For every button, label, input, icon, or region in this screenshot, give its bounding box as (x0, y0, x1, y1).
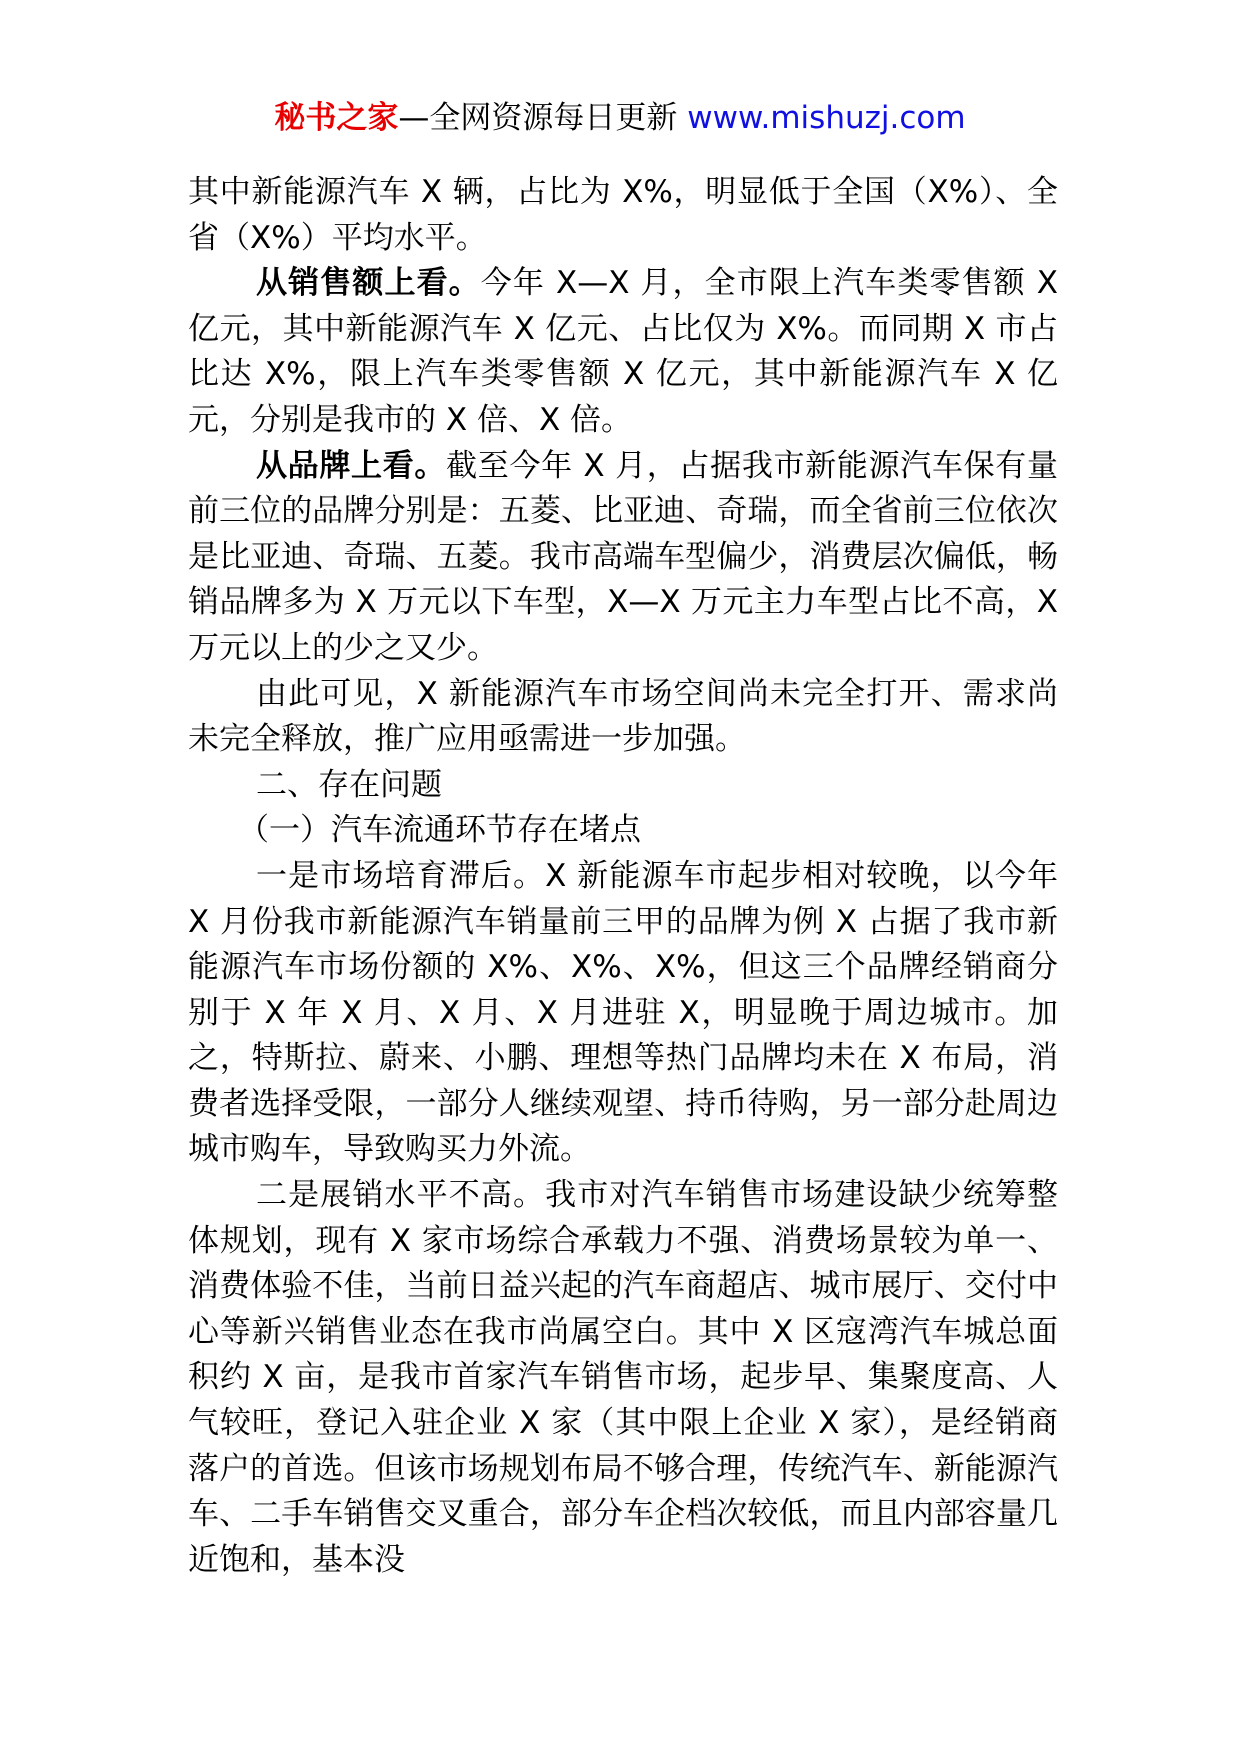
document-body (188, 170, 1058, 1583)
section-heading-text: 二、存在问题 (256, 766, 442, 803)
paragraph (188, 1173, 1058, 1583)
site-header (0, 96, 1240, 140)
subsection-heading-text: （一）汽车流通环节存在堵点 (238, 812, 641, 849)
site-tagline: —全网资源每日更新 (398, 100, 688, 136)
subsection-heading (188, 808, 1058, 854)
paragraph (188, 261, 1058, 443)
paragraph (188, 672, 1058, 763)
paragraph-text: 二是展销水平不高。我市对汽车销售市场建设缺少统筹整体规划，现有 X 家市场综合承载力不强、消费场景较为单一、消费体验不佳，当前日益兴起的汽车商超店、城市展厅、交付中心等新兴销售业态在我市尚属空白。其中 X 区寇湾汽车城总面积约 X 亩，是我市首家汽车销售市场，起步早、集聚度高、人气较旺，登记入驻企业 X 家（其中限上企业 X 家），是经销商落户的首选。但该市场规划布局不够合理，传统汽车、新能源汽车、二手车销售交叉重合，部分车企档次较低，而且内部容量几近饱和，基本没 (188, 1177, 1058, 1578)
paragraph-lead: 从品牌上看。 (256, 447, 447, 484)
site-brand: 秘书之家 (274, 100, 399, 136)
paragraph-text: 截至今年 X 月，占据我市新能源汽车保有量前三位的品牌分别是：五菱、比亚迪、奇瑞，而全省前三位依次是比亚迪、奇瑞、五菱。我市高端车型偏少，消费层次偏低，畅销品牌多为 X 万元以下车型，X—X 万元主力车型占比不高，X 万元以上的少之又少。 (188, 447, 1058, 666)
paragraph-text: 其中新能源汽车 X 辆，占比为 X%，明显低于全国（X%）、全省（X%）平均水平。 (188, 174, 1058, 256)
paragraph (188, 170, 1058, 261)
paragraph-text: 由此可见，X 新能源汽车市场空间尚未完全打开、需求尚未完全释放，推广应用亟需进一步加强。 (188, 675, 1058, 758)
site-url[interactable]: www.mishuzj.com (687, 100, 966, 136)
section-heading (188, 763, 1058, 809)
paragraph (188, 854, 1058, 1173)
paragraph-text: 今年 X—X 月，全市限上汽车类零售额 X 亿元，其中新能源汽车 X 亿元、占比仅为 X%。而同期 X 市占比达 X%，限上汽车类零售额 X 亿元，其中新能源汽车 X 亿元，分别是我市的 X 倍、X 倍。 (188, 265, 1058, 438)
paragraph (188, 444, 1058, 672)
paragraph-text: 一是市场培育滞后。X 新能源车市起步相对较晚，以今年 X 月份我市新能源汽车销量前三甲的品牌为例 X 占据了我市新能源汽车市场份额的 X%、X%、X%，但这三个品牌经销商分别于 X 年 X 月、X 月、X 月进驻 X，明显晚于周边城市。加之，特斯拉、蔚来、小鹏、理想等热门品牌均未在 X 布局，消费者选择受限，一部分人继续观望、持币待购，另一部分赴周边城市购车，导致购买力外流。 (188, 857, 1058, 1168)
paragraph-lead: 从销售额上看。 (256, 265, 481, 302)
